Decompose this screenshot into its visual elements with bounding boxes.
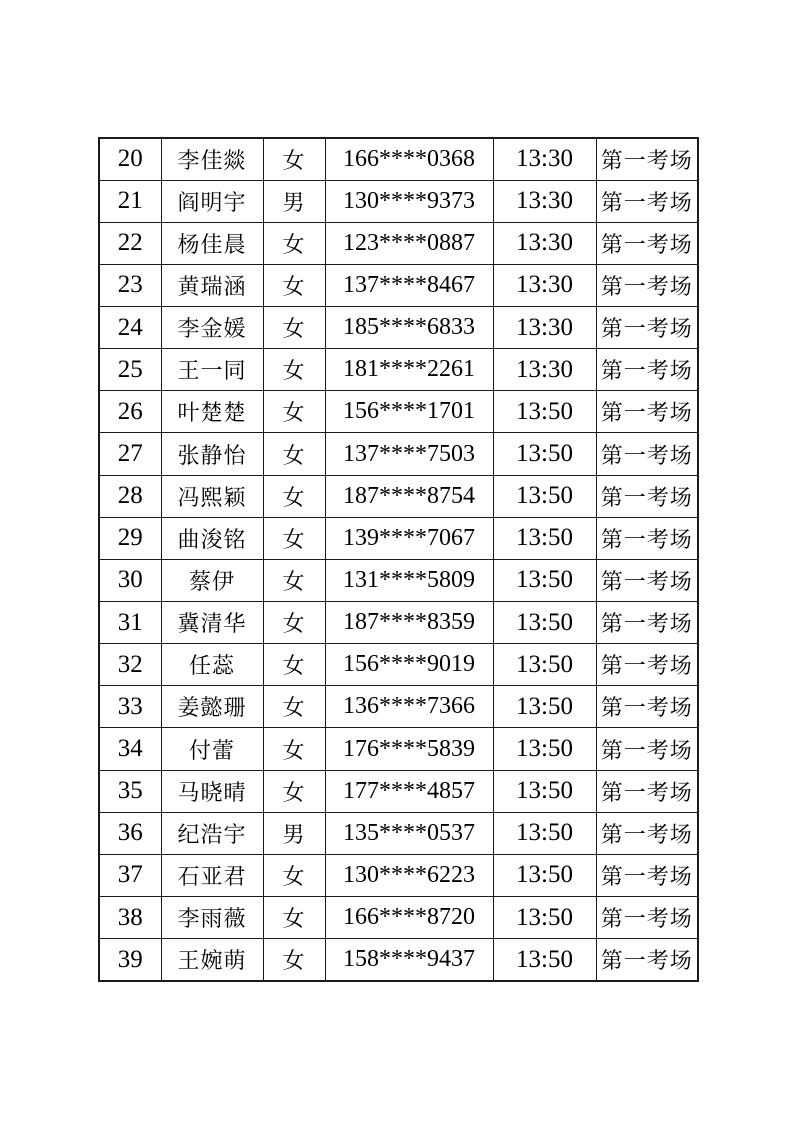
cell-time: 13:50 (493, 686, 596, 728)
cell-name: 李雨薇 (161, 897, 263, 939)
cell-candidate-number: 37 (99, 854, 161, 896)
cell-time: 13:50 (493, 812, 596, 854)
cell-candidate-number: 29 (99, 517, 161, 559)
cell-exam-room: 第一考场 (596, 812, 698, 854)
cell-candidate-number: 27 (99, 433, 161, 475)
cell-gender: 女 (263, 517, 325, 559)
cell-candidate-number: 20 (99, 138, 161, 180)
cell-exam-room: 第一考场 (596, 475, 698, 517)
cell-name: 张静怡 (161, 433, 263, 475)
cell-gender: 女 (263, 222, 325, 264)
cell-name: 阎明宇 (161, 180, 263, 222)
cell-exam-room: 第一考场 (596, 686, 698, 728)
table-row (99, 517, 698, 559)
cell-exam-room: 第一考场 (596, 307, 698, 349)
cell-time: 13:30 (493, 307, 596, 349)
cell-time: 13:50 (493, 939, 596, 981)
cell-gender: 女 (263, 138, 325, 180)
cell-candidate-number: 36 (99, 812, 161, 854)
cell-phone: 139****7067 (325, 517, 493, 559)
table-row (99, 307, 698, 349)
cell-exam-room: 第一考场 (596, 222, 698, 264)
cell-exam-room: 第一考场 (596, 897, 698, 939)
cell-name: 冀清华 (161, 602, 263, 644)
table-row (99, 686, 698, 728)
cell-phone: 137****8467 (325, 264, 493, 306)
cell-gender: 女 (263, 559, 325, 601)
cell-gender: 女 (263, 475, 325, 517)
cell-candidate-number: 23 (99, 264, 161, 306)
cell-candidate-number: 25 (99, 349, 161, 391)
cell-gender: 女 (263, 602, 325, 644)
cell-time: 13:50 (493, 475, 596, 517)
cell-exam-room: 第一考场 (596, 644, 698, 686)
table-row (99, 264, 698, 306)
cell-name: 石亚君 (161, 854, 263, 896)
cell-gender: 女 (263, 728, 325, 770)
cell-time: 13:30 (493, 222, 596, 264)
cell-name: 曲浚铭 (161, 517, 263, 559)
cell-time: 13:50 (493, 728, 596, 770)
table-row (99, 854, 698, 896)
table-row (99, 559, 698, 601)
cell-candidate-number: 39 (99, 939, 161, 981)
cell-exam-room: 第一考场 (596, 854, 698, 896)
cell-phone: 135****0537 (325, 812, 493, 854)
cell-phone: 181****2261 (325, 349, 493, 391)
cell-candidate-number: 31 (99, 602, 161, 644)
cell-time: 13:50 (493, 644, 596, 686)
cell-gender: 女 (263, 307, 325, 349)
cell-candidate-number: 34 (99, 728, 161, 770)
cell-time: 13:50 (493, 391, 596, 433)
exam-roster-table (98, 137, 699, 982)
cell-gender: 男 (263, 180, 325, 222)
cell-phone: 187****8754 (325, 475, 493, 517)
cell-name: 杨佳晨 (161, 222, 263, 264)
cell-exam-room: 第一考场 (596, 349, 698, 391)
cell-phone: 177****4857 (325, 770, 493, 812)
cell-candidate-number: 38 (99, 897, 161, 939)
cell-phone: 130****9373 (325, 180, 493, 222)
cell-gender: 女 (263, 391, 325, 433)
cell-candidate-number: 24 (99, 307, 161, 349)
cell-phone: 187****8359 (325, 602, 493, 644)
cell-gender: 女 (263, 939, 325, 981)
cell-candidate-number: 21 (99, 180, 161, 222)
cell-name: 付蕾 (161, 728, 263, 770)
cell-time: 13:50 (493, 559, 596, 601)
table-row (99, 897, 698, 939)
cell-gender: 女 (263, 349, 325, 391)
cell-time: 13:30 (493, 138, 596, 180)
cell-time: 13:50 (493, 602, 596, 644)
exam-roster-body (99, 138, 698, 981)
cell-candidate-number: 26 (99, 391, 161, 433)
cell-exam-room: 第一考场 (596, 264, 698, 306)
cell-exam-room: 第一考场 (596, 138, 698, 180)
table-row (99, 475, 698, 517)
cell-exam-room: 第一考场 (596, 559, 698, 601)
cell-phone: 123****0887 (325, 222, 493, 264)
cell-phone: 185****6833 (325, 307, 493, 349)
cell-gender: 女 (263, 897, 325, 939)
cell-exam-room: 第一考场 (596, 391, 698, 433)
cell-name: 马晓晴 (161, 770, 263, 812)
cell-time: 13:50 (493, 854, 596, 896)
table-row (99, 138, 698, 180)
cell-name: 叶楚楚 (161, 391, 263, 433)
cell-candidate-number: 33 (99, 686, 161, 728)
cell-candidate-number: 30 (99, 559, 161, 601)
cell-time: 13:50 (493, 433, 596, 475)
cell-phone: 137****7503 (325, 433, 493, 475)
cell-name: 黄瑞涵 (161, 264, 263, 306)
cell-gender: 男 (263, 812, 325, 854)
cell-time: 13:30 (493, 349, 596, 391)
cell-phone: 136****7366 (325, 686, 493, 728)
cell-name: 王婉萌 (161, 939, 263, 981)
table-row (99, 391, 698, 433)
cell-phone: 131****5809 (325, 559, 493, 601)
table-row (99, 433, 698, 475)
table-row (99, 939, 698, 981)
table-row (99, 222, 698, 264)
cell-time: 13:50 (493, 517, 596, 559)
cell-phone: 156****9019 (325, 644, 493, 686)
cell-gender: 女 (263, 686, 325, 728)
cell-exam-room: 第一考场 (596, 602, 698, 644)
cell-name: 姜懿珊 (161, 686, 263, 728)
cell-candidate-number: 35 (99, 770, 161, 812)
cell-phone: 130****6223 (325, 854, 493, 896)
table-row (99, 812, 698, 854)
cell-exam-room: 第一考场 (596, 770, 698, 812)
cell-time: 13:50 (493, 770, 596, 812)
cell-gender: 女 (263, 854, 325, 896)
cell-candidate-number: 28 (99, 475, 161, 517)
cell-phone: 166****8720 (325, 897, 493, 939)
cell-gender: 女 (263, 770, 325, 812)
cell-exam-room: 第一考场 (596, 517, 698, 559)
cell-exam-room: 第一考场 (596, 433, 698, 475)
cell-name: 任蕊 (161, 644, 263, 686)
cell-exam-room: 第一考场 (596, 180, 698, 222)
cell-time: 13:30 (493, 180, 596, 222)
cell-candidate-number: 32 (99, 644, 161, 686)
cell-exam-room: 第一考场 (596, 728, 698, 770)
cell-name: 纪浩宇 (161, 812, 263, 854)
table-row (99, 349, 698, 391)
cell-name: 李金媛 (161, 307, 263, 349)
cell-phone: 176****5839 (325, 728, 493, 770)
cell-name: 王一同 (161, 349, 263, 391)
cell-phone: 156****1701 (325, 391, 493, 433)
table-row (99, 644, 698, 686)
cell-exam-room: 第一考场 (596, 939, 698, 981)
table-row (99, 180, 698, 222)
table-row (99, 728, 698, 770)
cell-time: 13:50 (493, 897, 596, 939)
table-row (99, 770, 698, 812)
cell-gender: 女 (263, 264, 325, 306)
cell-phone: 166****0368 (325, 138, 493, 180)
cell-name: 李佳燚 (161, 138, 263, 180)
cell-time: 13:30 (493, 264, 596, 306)
cell-gender: 女 (263, 433, 325, 475)
cell-gender: 女 (263, 644, 325, 686)
cell-name: 冯熙颖 (161, 475, 263, 517)
cell-candidate-number: 22 (99, 222, 161, 264)
table-row (99, 602, 698, 644)
cell-name: 蔡伊 (161, 559, 263, 601)
cell-phone: 158****9437 (325, 939, 493, 981)
